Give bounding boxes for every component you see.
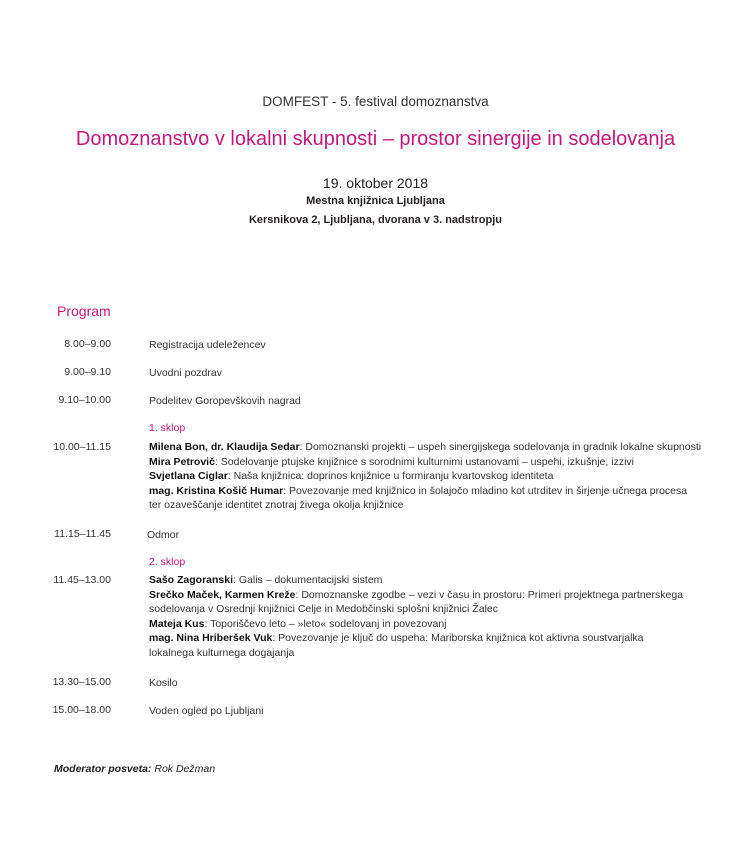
moderator-line	[54, 763, 215, 775]
program-heading: Program	[57, 303, 111, 319]
agenda-time: 13.30–15.00	[52, 676, 111, 688]
event-date: 19. oktober 2018	[322, 175, 429, 191]
talk	[149, 617, 709, 632]
talk-speaker: mag. Nina Hriberšek Vuk	[149, 632, 273, 644]
moderator-label: Moderator posveta:	[54, 763, 152, 775]
moderator-name: Rok Dežman	[151, 763, 216, 775]
talk-speaker: Milena Bon, dr. Klaudija Sedar	[149, 441, 300, 453]
talk	[149, 469, 709, 484]
talk-speaker: Srečko Maček, Karmen Kreže	[149, 588, 296, 601]
talk	[149, 588, 701, 617]
talk-speaker: mag. Kristina Košič Humar	[149, 484, 284, 497]
session-talks	[149, 440, 709, 513]
talk	[149, 573, 709, 588]
agenda-time: 10.00–11.15	[53, 441, 111, 453]
venue-address: Kersnikova 2, Ljubljana, dvorana v 3. nadstropju	[248, 214, 503, 226]
talk-title: : Sodelovanje ptujske knjižnice s sorodnimi kulturnimi ustanovami – uspehi, izkušnje, izzivi	[214, 455, 634, 468]
talk	[149, 631, 659, 660]
agenda-time: 9.10–10.00	[58, 394, 111, 406]
festival-line: DOMFEST - 5. festival domoznanstva	[262, 94, 489, 109]
agenda-time: 11.45–13.00	[53, 574, 111, 586]
talk	[149, 440, 709, 455]
talk	[149, 484, 694, 513]
talk-title: : Toporiščevo leto – »leto« sodelovanj in povezovanj	[204, 617, 447, 630]
page-title: Domoznanstvo v lokalni skupnosti – prostor sinergije in sodelovanja	[75, 128, 676, 150]
talk-title: : Naša knjižnica: doprinos knjižnice u formiranju kvartovskog identiteta	[227, 470, 554, 482]
session-label: 1. sklop	[149, 422, 186, 434]
talk-speaker: Svjetlana Ciglar	[149, 470, 228, 482]
talk-speaker: Mira Petrovič	[149, 455, 215, 468]
agenda-time: 15.00–18.00	[52, 704, 111, 716]
talk-title: : Domoznanski projekti – uspeh sinergijskega sodelovanja in gradnik lokalne skupnosti	[299, 441, 702, 453]
agenda-item: Registracija udeležencev	[149, 339, 266, 351]
agenda-item: Odmor	[147, 529, 180, 541]
talk-title: : Povezovanje je ključ do uspeha: Mariborska knjižnica kot aktivna soustvarjalka lokalnega kulturnega dogajanja	[149, 632, 644, 659]
agenda-item: Kosilo	[149, 677, 178, 689]
session-label: 2. sklop	[149, 556, 186, 568]
talk-title: : Domoznanske zgodbe – vezi v času in prostoru: Primeri projektnega partnerskega sodelovanja v Osrednji knjižnici Celje in Medobčinski splošni knjižnici Žalec	[149, 588, 684, 615]
agenda-time: 9.00–9.10	[64, 366, 111, 378]
agenda-time: 11.15–11.45	[54, 528, 111, 540]
agenda-time: 8.00–9.00	[64, 338, 111, 350]
talk-speaker: Sašo Zagoranski	[149, 574, 234, 586]
talk-speaker: Mateja Kus	[149, 617, 205, 630]
talk-title: : Galis – dokumentacijski sistem	[233, 574, 383, 586]
session-talks	[149, 573, 709, 660]
agenda-item: Uvodni pozdrav	[149, 367, 222, 379]
agenda-item: Voden ogled po Ljubljani	[149, 705, 264, 717]
talk-title: : Povezovanje med knjižnico in šolajočo mladino kot utrditev in širjenje učnega procesa ter ozaveščanje identitet znotraj živega okolja knjižnice	[149, 484, 688, 511]
talk	[149, 455, 709, 470]
venue-name: Mestna knjižnica Ljubljana	[306, 195, 445, 207]
agenda-item: Podelitev Goropevškovih nagrad	[149, 395, 301, 407]
